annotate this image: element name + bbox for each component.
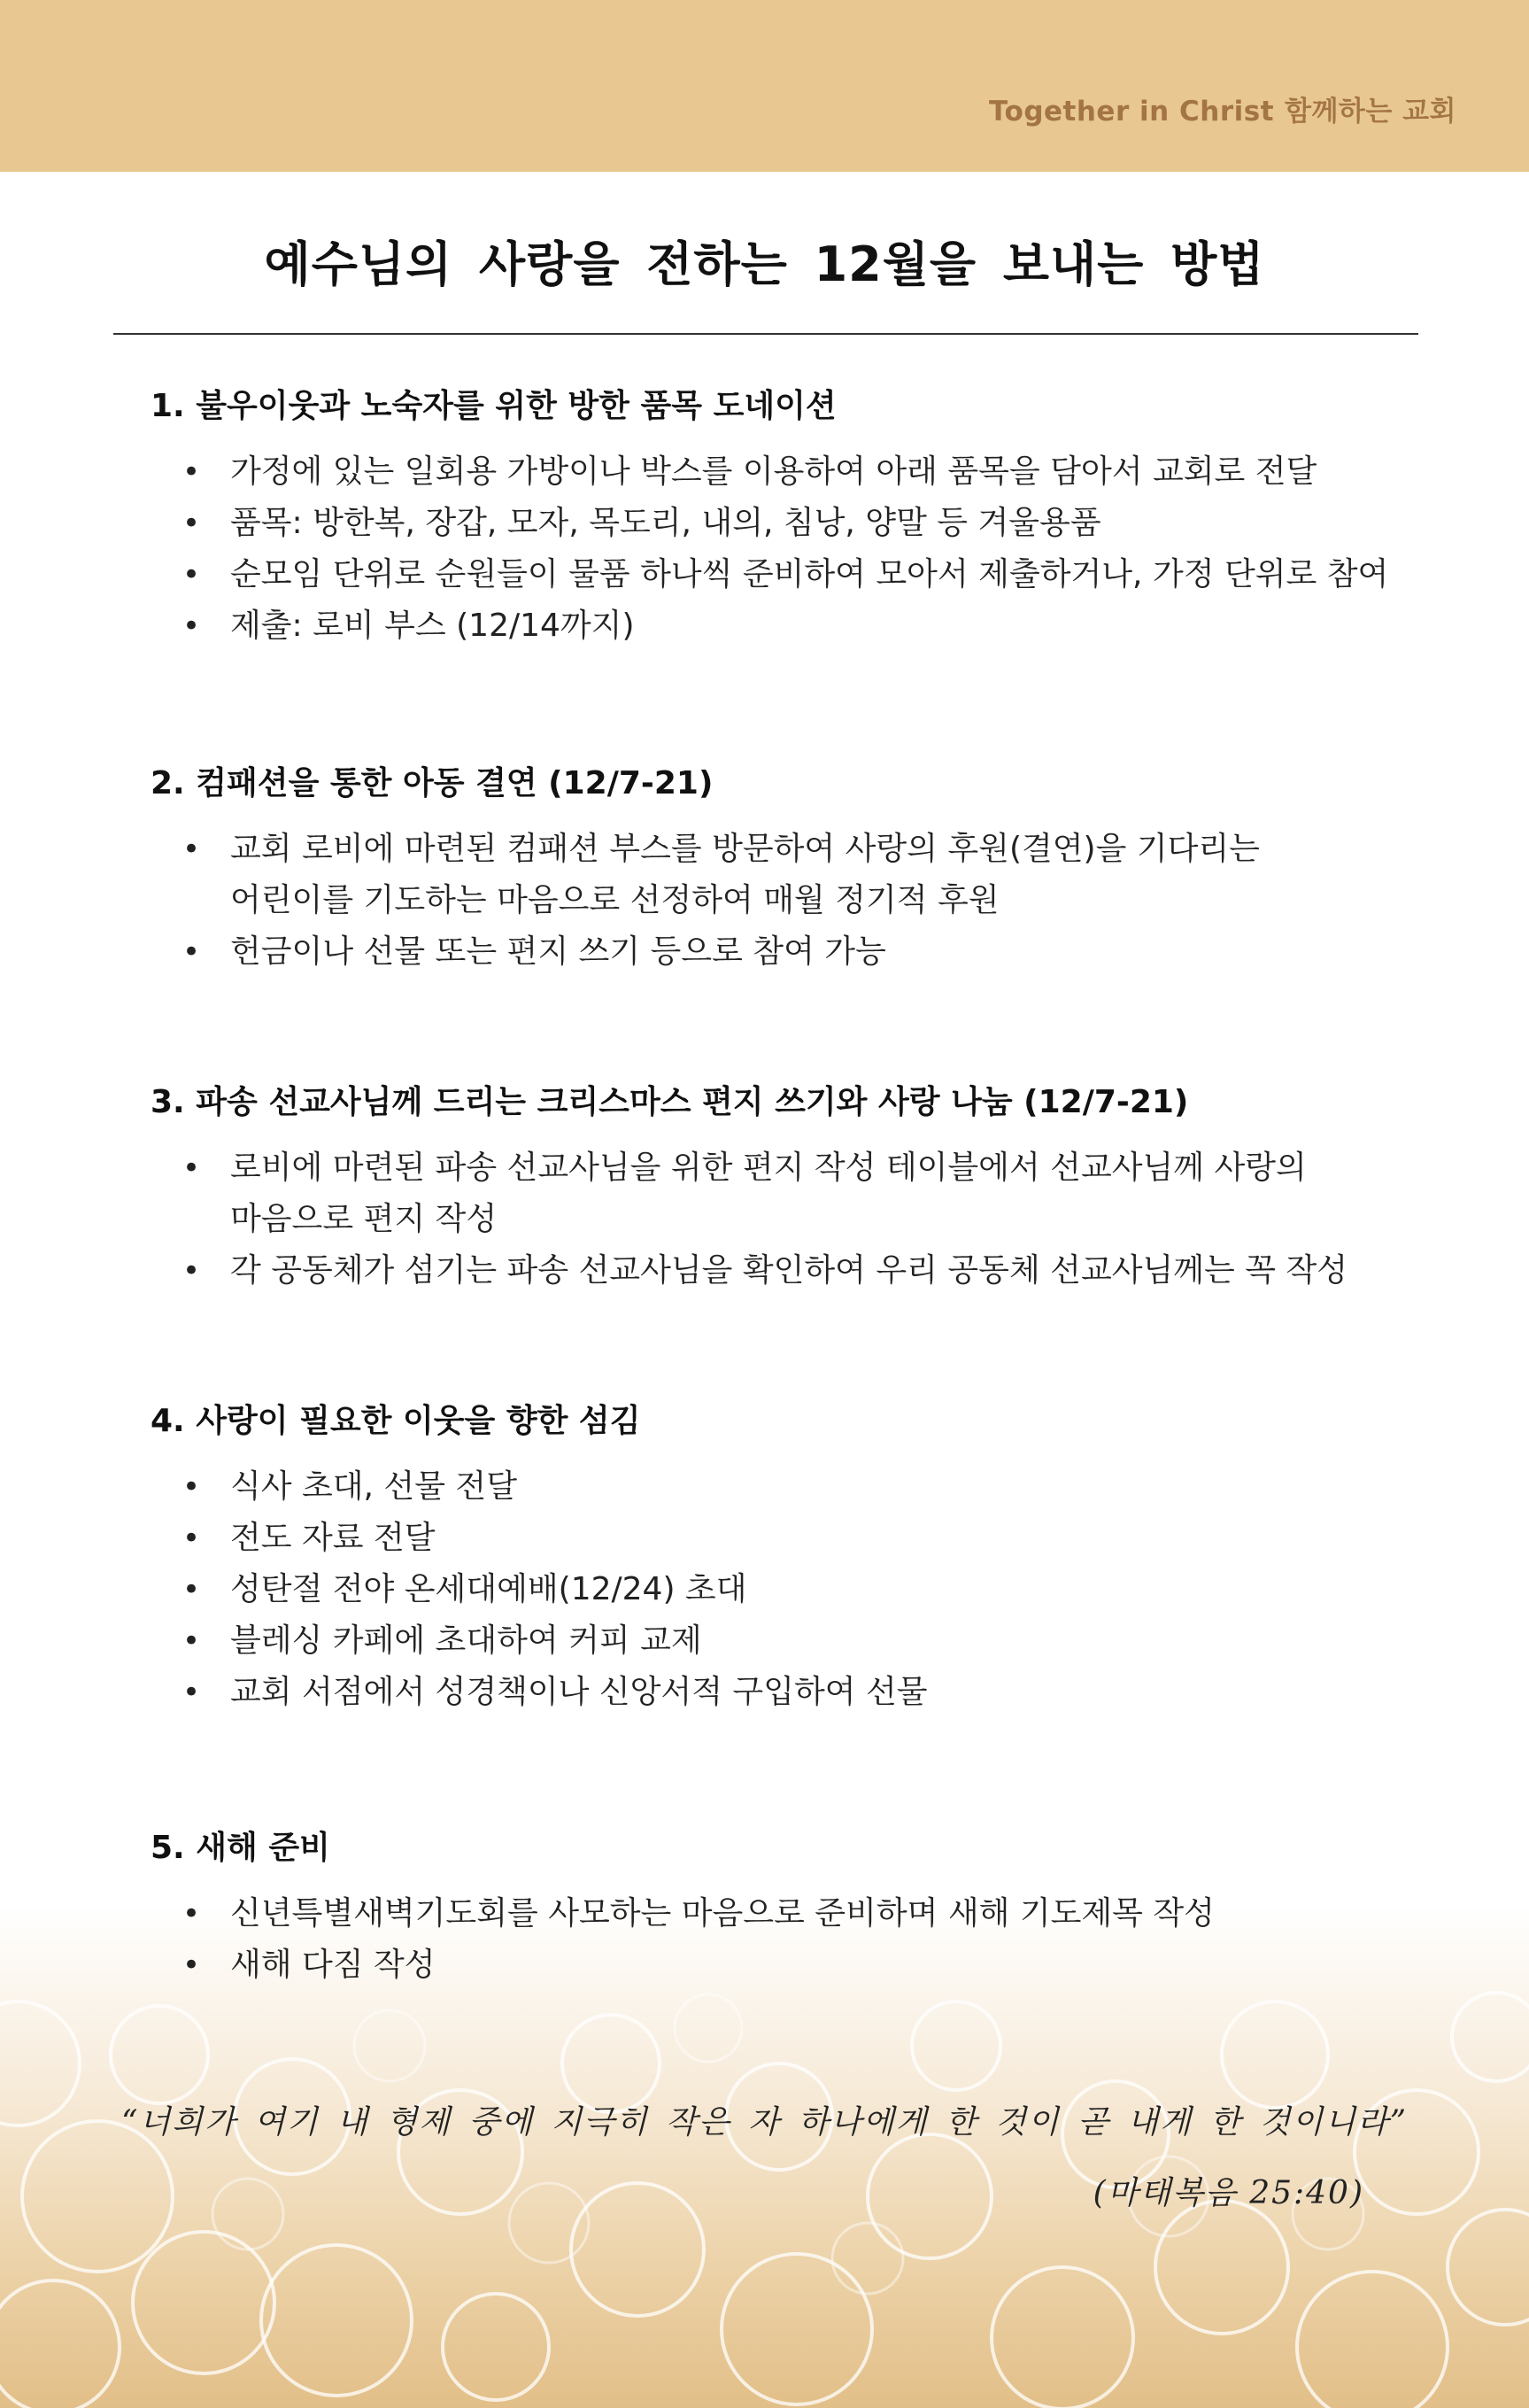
- list-item: • 새해 다짐 작성: [151, 1940, 1425, 1991]
- list-item: • 성탄절 전야 온세대예배(12/24) 초대: [151, 1564, 1425, 1615]
- scripture-reference: (마태복음 25:40): [1093, 2175, 1364, 2211]
- section-heading: 1. 불우이웃과 노숙자를 위한 방한 품목 도네이션: [151, 388, 837, 424]
- page-title: 예수님의 사랑을 전하는 12월을 보내는 방법: [264, 236, 1265, 292]
- list-item: • 교회 서점에서 성경책이나 신앙서적 구입하여 선물: [151, 1667, 1425, 1718]
- list-item: [151, 1142, 1425, 1245]
- scripture-verse: “너희가 여기 내 형제 중에 지극히 작은 자 하나에게 한 것이 곧 내게 한 것이니라”: [120, 2104, 1409, 2141]
- list-item: • 순모임 단위로 순원들이 물품 하나씩 준비하여 모아서 제출하거나, 가정 단위로 참여: [151, 549, 1425, 600]
- section-heading: 5. 새해 준비: [151, 1830, 330, 1866]
- item-list: [151, 1461, 1425, 1718]
- list-item: • 제출: 로비 부스 (12/14까지): [151, 600, 1425, 652]
- item-list: [151, 824, 1425, 978]
- church-tagline: [989, 89, 1456, 128]
- list-item-line: 교회 로비에 마련된 컴패션 부스를 방문하여 사랑의 후원(결연)을 기다리는: [230, 831, 1260, 867]
- list-item-line: 마음으로 편지 작성: [230, 1201, 498, 1237]
- list-item: • 각 공동체가 섬기는 파송 선교사님을 확인하여 우리 공동체 선교사님께는 꼭 작성: [151, 1245, 1425, 1297]
- section-compassion: [151, 763, 1425, 978]
- section-heading: 2. 컴패션을 통한 아동 결연 (12/7-21): [151, 765, 714, 801]
- tagline-english: Together in Christ: [989, 96, 1275, 128]
- section-neighbor-service: [151, 1401, 1425, 1718]
- list-item: • 가정에 있는 일회용 가방이나 박스를 이용하여 아래 품목을 담아서 교회로 전달: [151, 446, 1425, 498]
- title-divider: [113, 333, 1418, 335]
- item-list: [151, 446, 1425, 652]
- list-item-line: 어린이를 기도하는 마음으로 선정하여 매월 정기적 후원: [230, 882, 1000, 918]
- section-donation: [151, 386, 1425, 652]
- list-item: [151, 824, 1425, 926]
- item-list: [151, 1142, 1425, 1297]
- header-band: [0, 0, 1529, 172]
- list-item: • 헌금이나 선물 또는 편지 쓰기 등으로 참여 가능: [151, 926, 1425, 978]
- list-item: • 식사 초대, 선물 전달: [151, 1461, 1425, 1513]
- section-heading: 4. 사랑이 필요한 이웃을 향한 섬김: [151, 1403, 641, 1439]
- tagline-korean: 함께하는 교회: [1285, 96, 1456, 128]
- list-item: • 신년특별새벽기도회를 사모하는 마음으로 준비하며 새해 기도제목 작성: [151, 1888, 1425, 1940]
- section-missionary-letters: [151, 1082, 1425, 1297]
- list-item: • 품목: 방한복, 장갑, 모자, 목도리, 내의, 침낭, 양말 등 겨울용품: [151, 498, 1425, 549]
- list-item-line: 로비에 마련된 파송 선교사님을 위한 편지 작성 테이블에서 선교사님께 사랑의: [230, 1150, 1307, 1186]
- section-heading: 3. 파송 선교사님께 드리는 크리스마스 편지 쓰기와 사랑 나눔 (12/7-21): [151, 1084, 1189, 1120]
- list-item: • 블레싱 카페에 초대하여 커피 교제: [151, 1615, 1425, 1667]
- list-item: • 전도 자료 전달: [151, 1513, 1425, 1564]
